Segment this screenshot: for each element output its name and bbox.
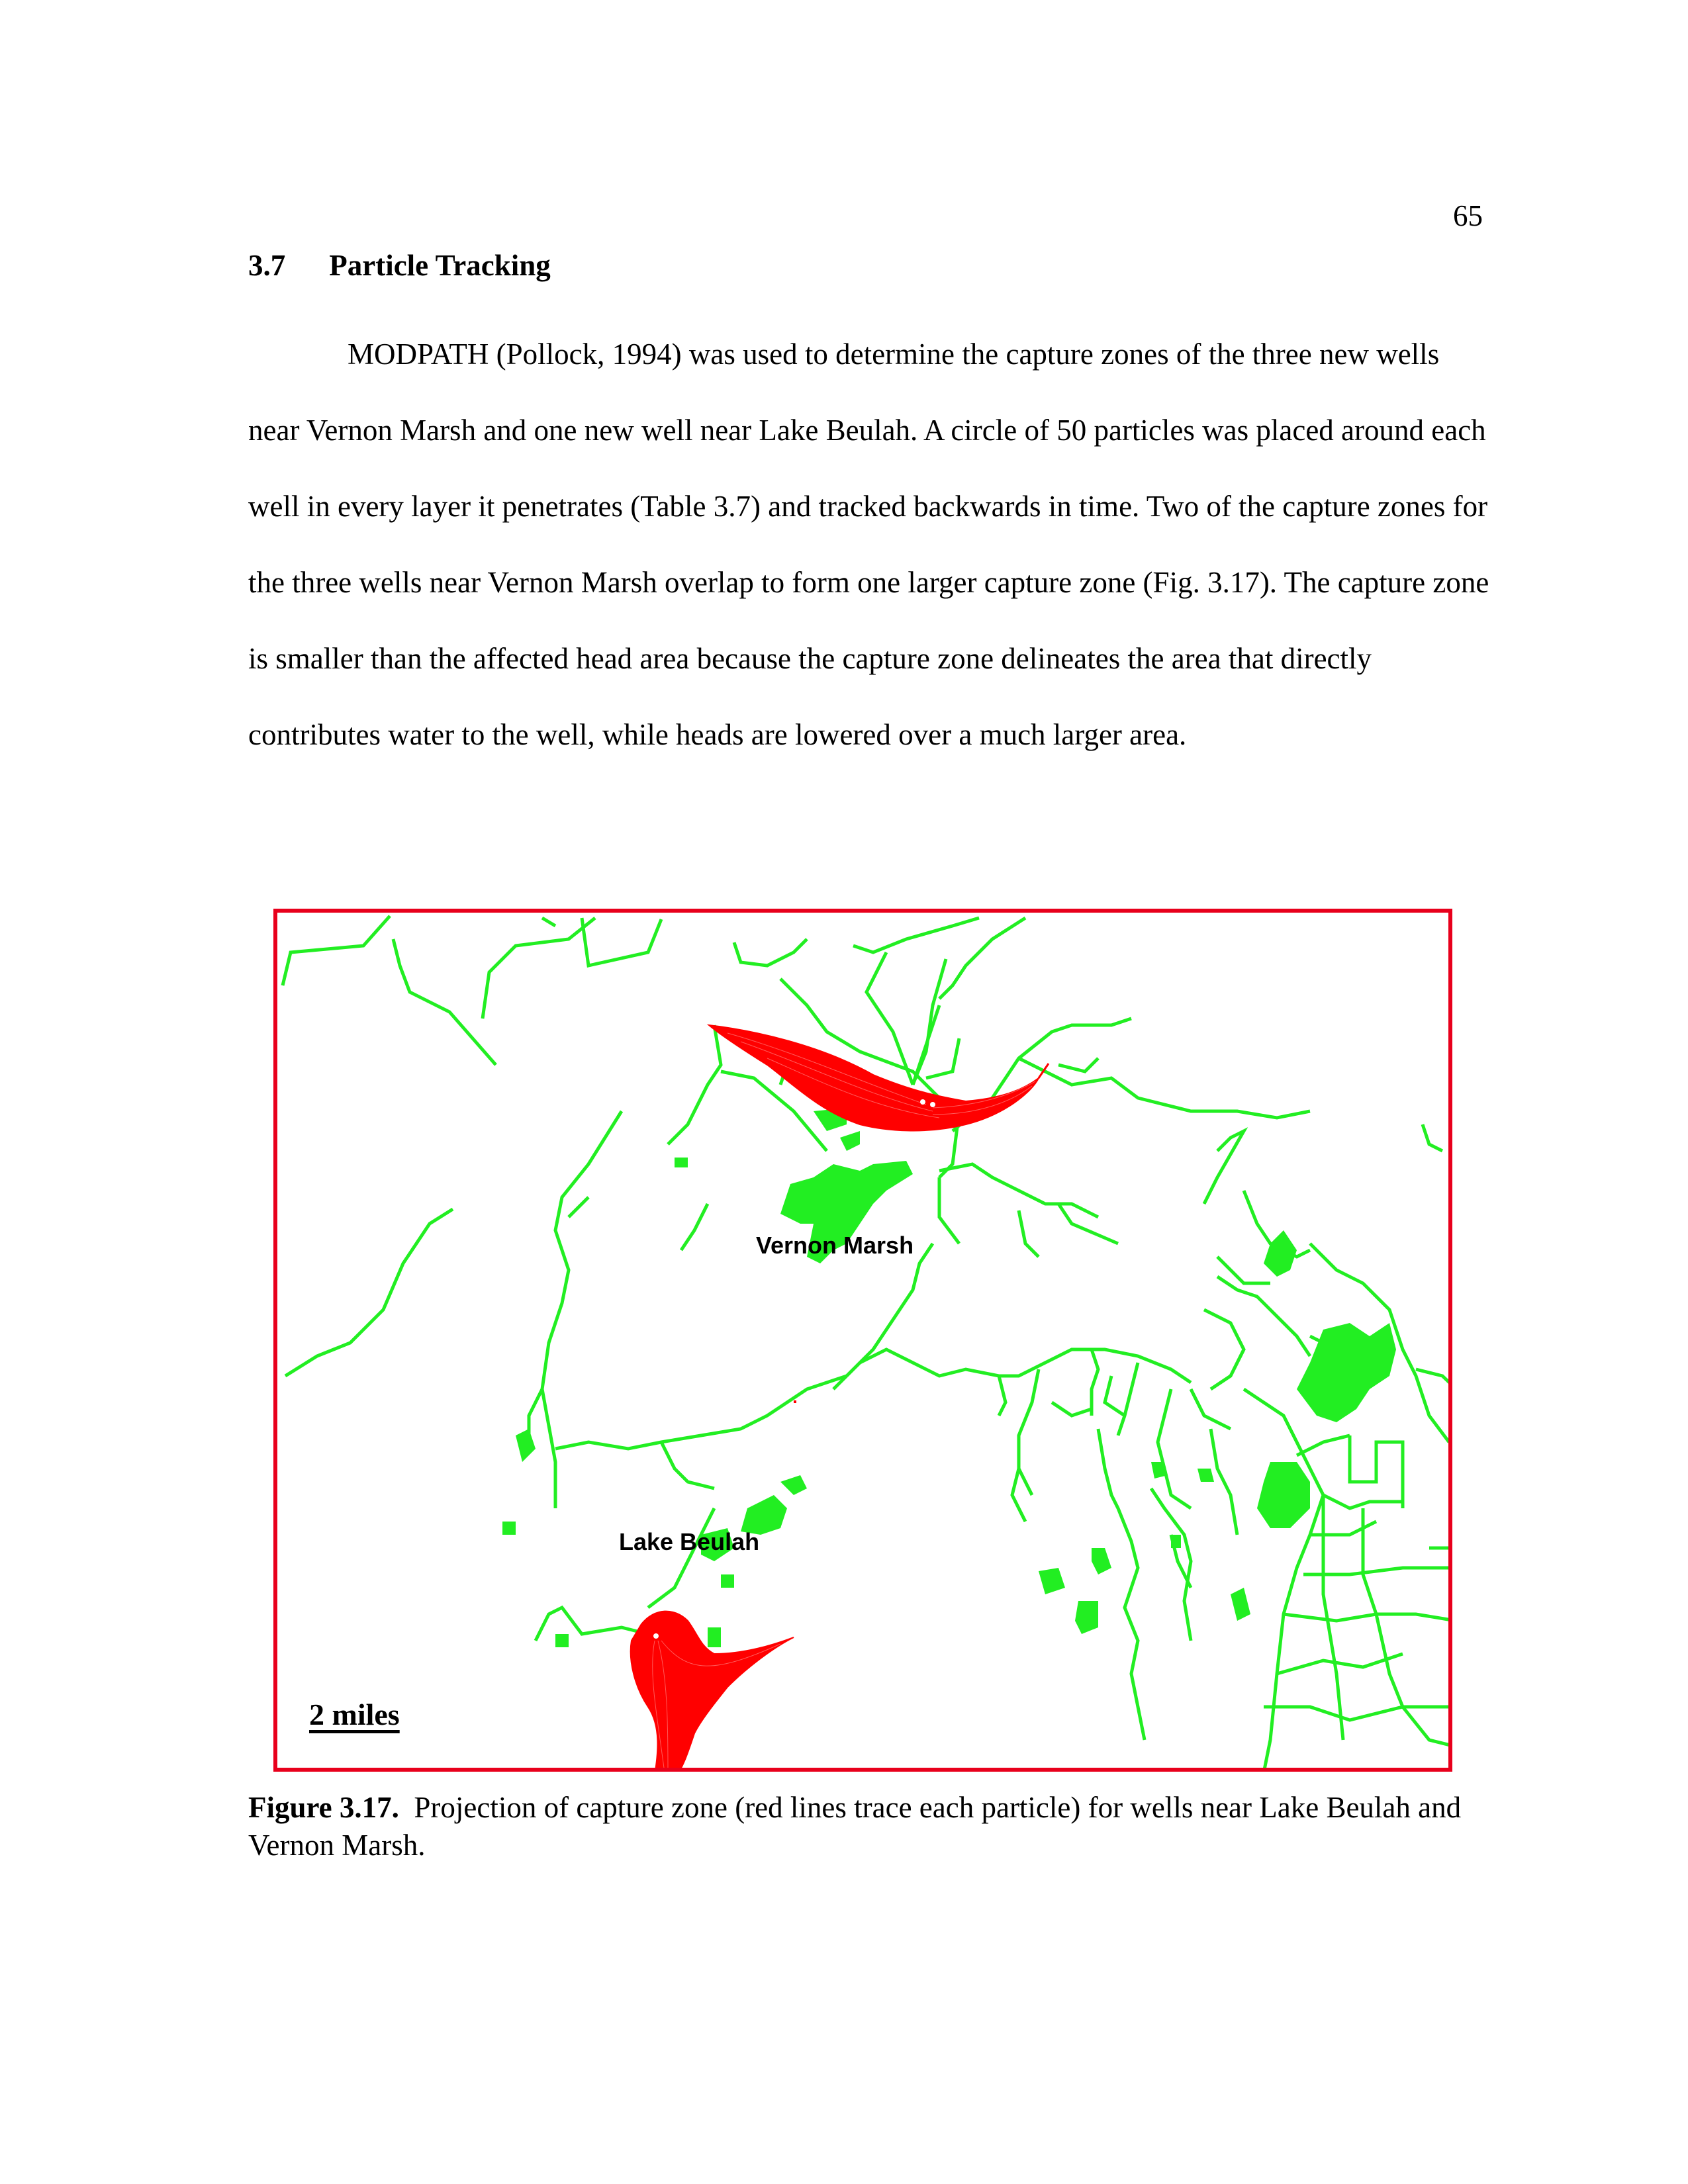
stream xyxy=(648,1508,714,1608)
wetland xyxy=(1092,1548,1111,1574)
stream xyxy=(681,1204,708,1250)
wetland xyxy=(1257,1462,1310,1528)
wetland xyxy=(780,1475,807,1495)
stream xyxy=(393,939,496,1065)
stream xyxy=(536,1608,648,1641)
stream xyxy=(1217,1257,1270,1283)
stream xyxy=(1303,1568,1452,1574)
stream xyxy=(1350,1435,1403,1508)
stream xyxy=(1323,1495,1403,1508)
stream xyxy=(1323,1495,1343,1740)
stream xyxy=(569,1197,588,1217)
stream xyxy=(582,918,661,966)
stream xyxy=(860,1349,1191,1383)
stream xyxy=(1277,1654,1403,1674)
wetland xyxy=(1171,1535,1181,1548)
stream xyxy=(939,918,1025,999)
stream xyxy=(1217,1277,1310,1356)
stream xyxy=(1363,1508,1452,1747)
vernon-marsh-capture-zone xyxy=(709,1025,1039,1130)
well-marker xyxy=(653,1633,659,1639)
map-label-lake-beulah: Lake Beulah xyxy=(619,1528,760,1555)
section-heading xyxy=(248,248,551,283)
stream xyxy=(1211,1429,1237,1535)
wetland xyxy=(516,1429,536,1462)
stream xyxy=(1297,1435,1350,1455)
figure-caption xyxy=(248,1789,1493,1864)
section-title: Particle Tracking xyxy=(329,249,551,282)
body-paragraph: MODPATH (Pollock, 1994) was used to determine the capture zones of the three new wells near Vernon Marsh and one new well near Lake Beulah. A circle of 50 particles was placed around each well in every layer it penetrates (Table 3.7) and tracked backwards in time. Two of the capture zones for the three wells near Vernon Marsh overlap to form one larger capture zone (Fig. 3.17). The capture zone is smaller than the affected head area because the capture zone delineates the area that directly contributes water to the well, while heads are lowered over a much larger area. xyxy=(248,338,1489,751)
stream xyxy=(1264,1707,1452,1720)
stream xyxy=(542,918,555,926)
stream xyxy=(1019,1369,1039,1495)
wetland xyxy=(1264,1230,1297,1277)
wetland xyxy=(708,1627,721,1647)
caption-label: Figure 3.17. xyxy=(248,1791,399,1824)
stream xyxy=(1118,1363,1138,1435)
stream-network xyxy=(283,916,1452,1772)
stream xyxy=(529,1111,622,1435)
stream xyxy=(1158,1389,1191,1508)
capture-zone-map xyxy=(277,913,1452,1772)
stream xyxy=(999,1376,1006,1416)
wetland xyxy=(555,1634,569,1647)
stream xyxy=(939,1164,1098,1217)
capture-zones xyxy=(631,1025,1049,1772)
stream xyxy=(555,1376,847,1449)
stream xyxy=(542,1389,555,1508)
stream xyxy=(913,1005,939,1085)
stream xyxy=(1204,1310,1244,1389)
stream xyxy=(1058,1058,1098,1071)
section-number: 3.7 xyxy=(248,249,286,282)
stream xyxy=(1019,1210,1039,1257)
stream xyxy=(1284,1614,1452,1621)
stream xyxy=(1052,1402,1092,1416)
stream xyxy=(483,918,595,1019)
stream xyxy=(847,1244,933,1376)
stream xyxy=(926,1038,959,1078)
scale-bar-label: 2 miles xyxy=(309,1698,400,1731)
stream xyxy=(867,952,913,1085)
stream xyxy=(1105,1376,1125,1416)
wetland xyxy=(1075,1601,1098,1634)
stream xyxy=(1092,1349,1098,1416)
stream xyxy=(1058,1204,1118,1244)
wetland xyxy=(1231,1588,1250,1621)
stream xyxy=(1151,1488,1191,1641)
stream xyxy=(1098,1429,1145,1740)
stream xyxy=(1310,1522,1376,1535)
stream xyxy=(285,1209,453,1376)
stream xyxy=(1423,1124,1442,1151)
lakes-and-wetlands xyxy=(502,1105,1396,1647)
stream xyxy=(1416,1369,1452,1389)
well-dot xyxy=(794,1400,796,1403)
stream xyxy=(1191,1389,1231,1429)
map-label-vernon-marsh: Vernon Marsh xyxy=(756,1232,914,1259)
wetland xyxy=(721,1574,734,1588)
wetland xyxy=(840,1131,860,1151)
stream xyxy=(853,918,979,952)
caption-text: Projection of capture zone (red lines trace each particle) for wells near Lake Beulah and Vernon Marsh. xyxy=(248,1791,1462,1862)
well-marker xyxy=(930,1102,935,1107)
wetland xyxy=(1197,1469,1214,1482)
stream xyxy=(734,939,807,966)
stream xyxy=(939,1177,959,1244)
wetland xyxy=(675,1158,688,1167)
wetland xyxy=(502,1522,516,1535)
stream xyxy=(668,1025,721,1144)
stream xyxy=(1204,1131,1244,1204)
page-number: 65 xyxy=(1453,199,1483,232)
stream xyxy=(661,1442,714,1488)
capture-zone-figure xyxy=(273,909,1452,1772)
wetland xyxy=(1039,1568,1065,1594)
stream xyxy=(283,916,390,985)
